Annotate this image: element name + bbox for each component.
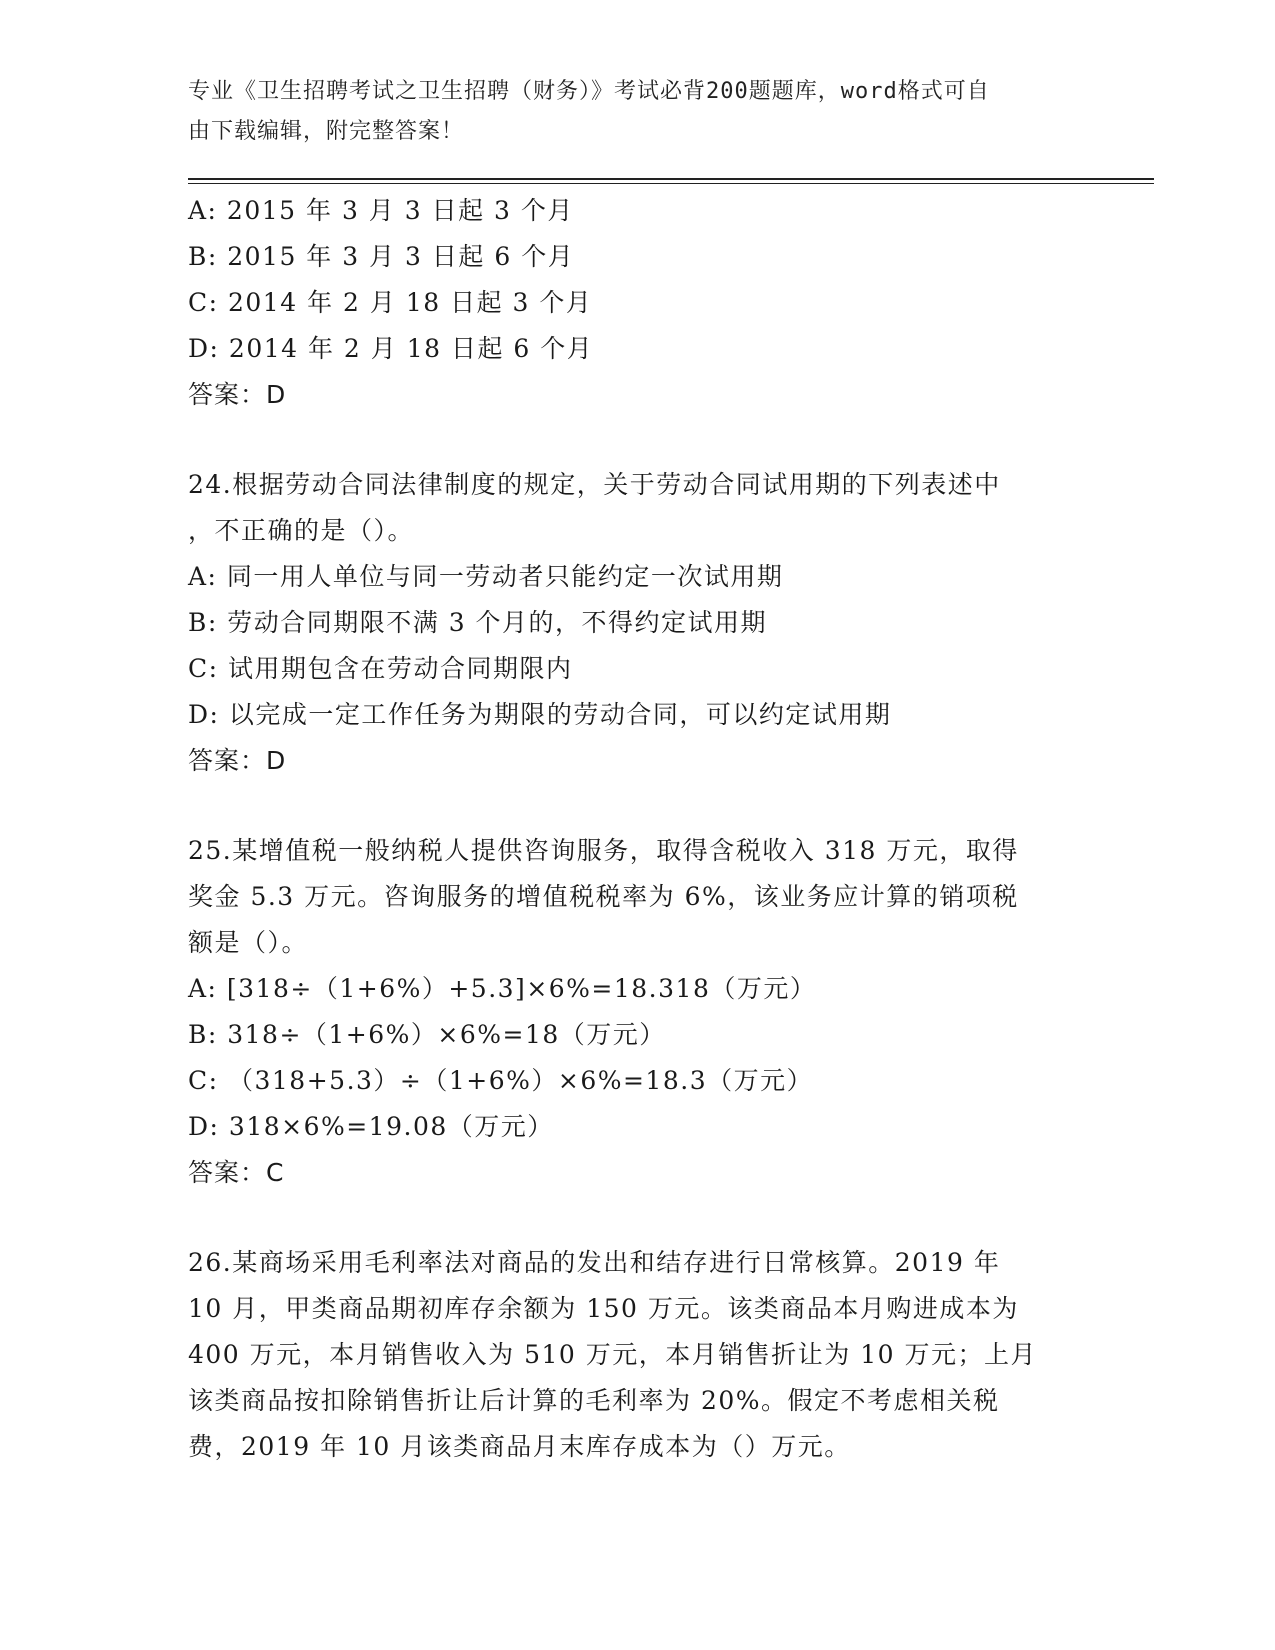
header-divider-thin (188, 183, 1154, 184)
question-block (188, 462, 1088, 784)
option-line: A: [318÷（1+6%）+5.3]×6%=18.318（万元） (188, 974, 817, 1003)
option-line: D: 2014 年 2 月 18 日起 6 个月 (188, 334, 594, 363)
option-line: B: 318÷（1+6%）×6%=18（万元） (188, 1020, 666, 1049)
document-header (188, 72, 1068, 152)
question-stem-line: 10 月，甲类商品期初库存余额为 150 万元。该类商品本月购进成本为 (188, 1294, 1019, 1323)
question-block (188, 828, 1088, 1196)
question-stem-line: 400 万元，本月销售收入为 510 万元，本月销售折让为 10 万元；上月 (188, 1340, 1037, 1369)
question-stem-line: 24.根据劳动合同法律制度的规定，关于劳动合同试用期的下列表述中 (188, 470, 1001, 499)
question-stem-line: 该类商品按扣除销售折让后计算的毛利率为 20%。假定不考虑相关税 (188, 1386, 1000, 1415)
option-line: D: 以完成一定工作任务为期限的劳动合同，可以约定试用期 (188, 700, 892, 729)
option-line: B: 劳动合同期限不满 3 个月的，不得约定试用期 (188, 608, 768, 637)
option-line: D: 318×6%=19.08（万元） (188, 1112, 554, 1141)
question-block (188, 188, 1088, 418)
answer-line: 答案：D (188, 380, 287, 409)
answer-line: 答案：C (188, 1158, 285, 1187)
block-spacer (188, 784, 1088, 828)
question-stem-line: ，不正确的是（）。 (188, 516, 415, 545)
question-stem-line: 26.某商场采用毛利率法对商品的发出和结存进行日常核算。2019 年 (188, 1248, 1001, 1277)
header-title-line-1: 专业《卫生招聘考试之卫生招聘（财务）》考试必背200题题库，word格式可自 (188, 79, 990, 104)
question-block (188, 1240, 1088, 1470)
option-line: A: 2015 年 3 月 3 日起 3 个月 (188, 196, 574, 225)
header-title-line-2: 由下载编辑，附完整答案！ (188, 119, 465, 144)
header-divider-thick (188, 178, 1154, 180)
question-content (188, 188, 1088, 1470)
answer-line: 答案：D (188, 746, 287, 775)
question-stem-line: 额是（）。 (188, 928, 309, 957)
option-line: C: 试用期包含在劳动合同期限内 (188, 654, 573, 683)
option-line: A: 同一用人单位与同一劳动者只能约定一次试用期 (188, 562, 784, 591)
question-stem-line: 费，2019 年 10 月该类商品月末库存成本为（）万元。 (188, 1432, 851, 1461)
block-spacer (188, 1196, 1088, 1240)
block-spacer (188, 418, 1088, 462)
option-line: B: 2015 年 3 月 3 日起 6 个月 (188, 242, 575, 271)
option-line: C: （318+5.3）÷（1+6%）×6%=18.3（万元） (188, 1066, 814, 1095)
option-line: C: 2014 年 2 月 18 日起 3 个月 (188, 288, 593, 317)
question-stem-line: 25.某增值税一般纳税人提供咨询服务，取得含税收入 318 万元，取得 (188, 836, 1019, 865)
question-stem-line: 奖金 5.3 万元。咨询服务的增值税税率为 6%，该业务应计算的销项税 (188, 882, 1019, 911)
